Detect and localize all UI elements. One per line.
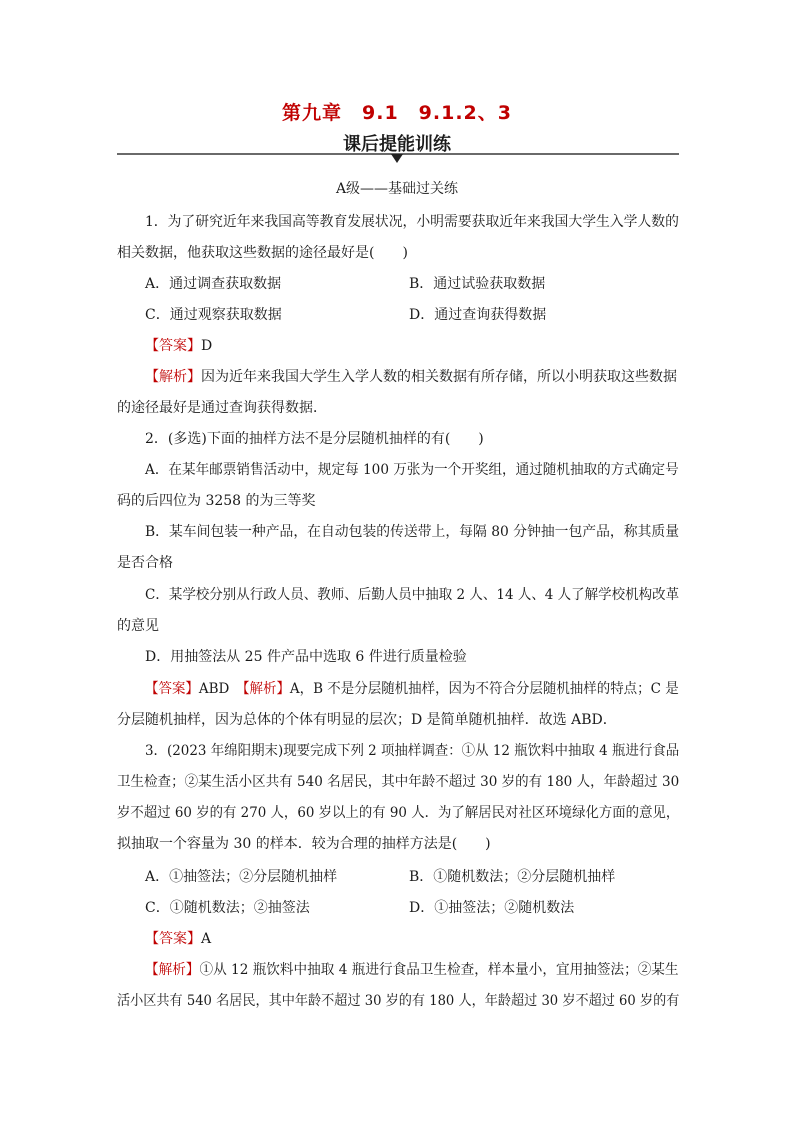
analysis-tag: 【解析】: [242, 681, 290, 697]
q3-stem-line4: 拟抽取一个容量为 30 的样本．较为合理的抽样方法是( ): [117, 836, 491, 852]
q1-option-a: A．通过调查获取数据: [145, 276, 282, 292]
q2-option-a-line1: A．在某年邮票销售活动中，规定每 100 万张为一个开奖组，通过随机抽取的方式确定号: [145, 462, 679, 478]
q2-option-b-line1: B．某车间包装一种产品，在自动包装的传送带上，每隔 80 分钟抽一包产品，称其质量: [145, 524, 680, 540]
q3-option-b: B．①随机数法；②分层随机抽样: [409, 869, 616, 885]
q1-stem-line1: 1．为了研究近年来我国高等教育发展状况，小明需要获取近年来我国大学生入学人数的: [145, 214, 679, 230]
answer-tag: 【答案】: [145, 931, 201, 947]
q1-option-c: C．通过观察获取数据: [145, 307, 282, 323]
q2-option-a-line2: 码的后四位为 3258 的为三等奖: [117, 493, 316, 509]
q1-analysis-line1: [145, 368, 677, 386]
q2-analysis-line2: 分层随机抽样，因为总体的个体有明显的层次；D 是简单随机抽样．故选 ABD．: [117, 712, 617, 728]
q2-stem: 2．(多选)下面的抽样方法不是分层随机抽样的有( ): [145, 431, 484, 447]
level-heading: A级——基础过关练: [335, 181, 459, 197]
q2-answer-line: [145, 680, 679, 698]
triangle-down-icon: [391, 154, 403, 163]
q3-stem-line2: 卫生检查；②某生活小区共有 540 名居民，其中年龄不超过 30 岁的有 180 人，年龄超过 30: [117, 774, 680, 790]
q1-analysis-text: 因为近年来我国大学生入学人数的相关数据有所存储，所以小明获取这些数据: [201, 369, 677, 385]
q2-answer: ABD: [198, 681, 230, 697]
q2-option-c-line1: C．某学校分别从行政人员、教师、后勤人员中抽取 2 人、14 人、4 人了解学校机构改革: [145, 587, 680, 603]
q3-analysis-text: ①从 12 瓶饮料中抽取 4 瓶进行食品卫生检查，样本量小，宜用抽签法；②某生: [199, 962, 679, 978]
q3-stem-line3: 岁不超过 60 岁的有 270 人，60 岁以上的有 90 人．为了解居民对社区环境绿化方面的意见，: [117, 805, 680, 821]
section-title: 课后提能训练: [343, 134, 451, 155]
q3-option-d: D．①抽签法；②随机数法: [409, 900, 575, 916]
analysis-tag: 【解析】: [145, 962, 200, 978]
q1-answer: D: [201, 338, 213, 354]
q3-answer: A: [201, 931, 212, 947]
q3-answer-line: [145, 930, 211, 948]
q1-stem-line2: 相关数据，他获取这些数据的途径最好是( ): [117, 245, 408, 261]
q2-option-d: D．用抽签法从 25 件产品中选取 6 件进行质量检验: [145, 649, 467, 665]
q2-option-b-line2: 是否合格: [117, 555, 173, 571]
analysis-tag: 【解析】: [145, 369, 201, 385]
q1-option-b: B．通过试验获取数据: [409, 276, 546, 292]
q1-answer-line: [145, 337, 212, 355]
q3-option-c: C．①随机数法；②抽签法: [145, 900, 310, 916]
q3-stem-line1: 3．(2023 年绵阳期末)现要完成下列 2 项抽样调查：①从 12 瓶饮料中抽取 4 瓶进行食品: [145, 743, 680, 759]
q3-analysis-line2: 活小区共有 540 名居民，其中年龄不超过 30 岁的有 180 人，年龄超过 30 岁不超过 60 岁的有: [117, 993, 680, 1009]
q1-analysis-line2: 的途径最好是通过查询获得数据．: [117, 400, 327, 416]
answer-tag: 【答案】: [145, 681, 199, 697]
q1-option-d: D．通过查询获得数据: [409, 307, 547, 323]
answer-tag: 【答案】: [145, 338, 201, 354]
q3-analysis-line1: [145, 961, 679, 979]
chapter-title: 第九章 9.1 9.1.2、3: [282, 102, 512, 124]
q2-option-c-line2: 的意见: [117, 618, 159, 634]
q3-option-a: A．①抽签法；②分层随机抽样: [145, 869, 338, 885]
q2-analysis-text: A，B 不是分层随机抽样，因为不符合分层随机抽样的特点；C 是: [289, 681, 679, 697]
